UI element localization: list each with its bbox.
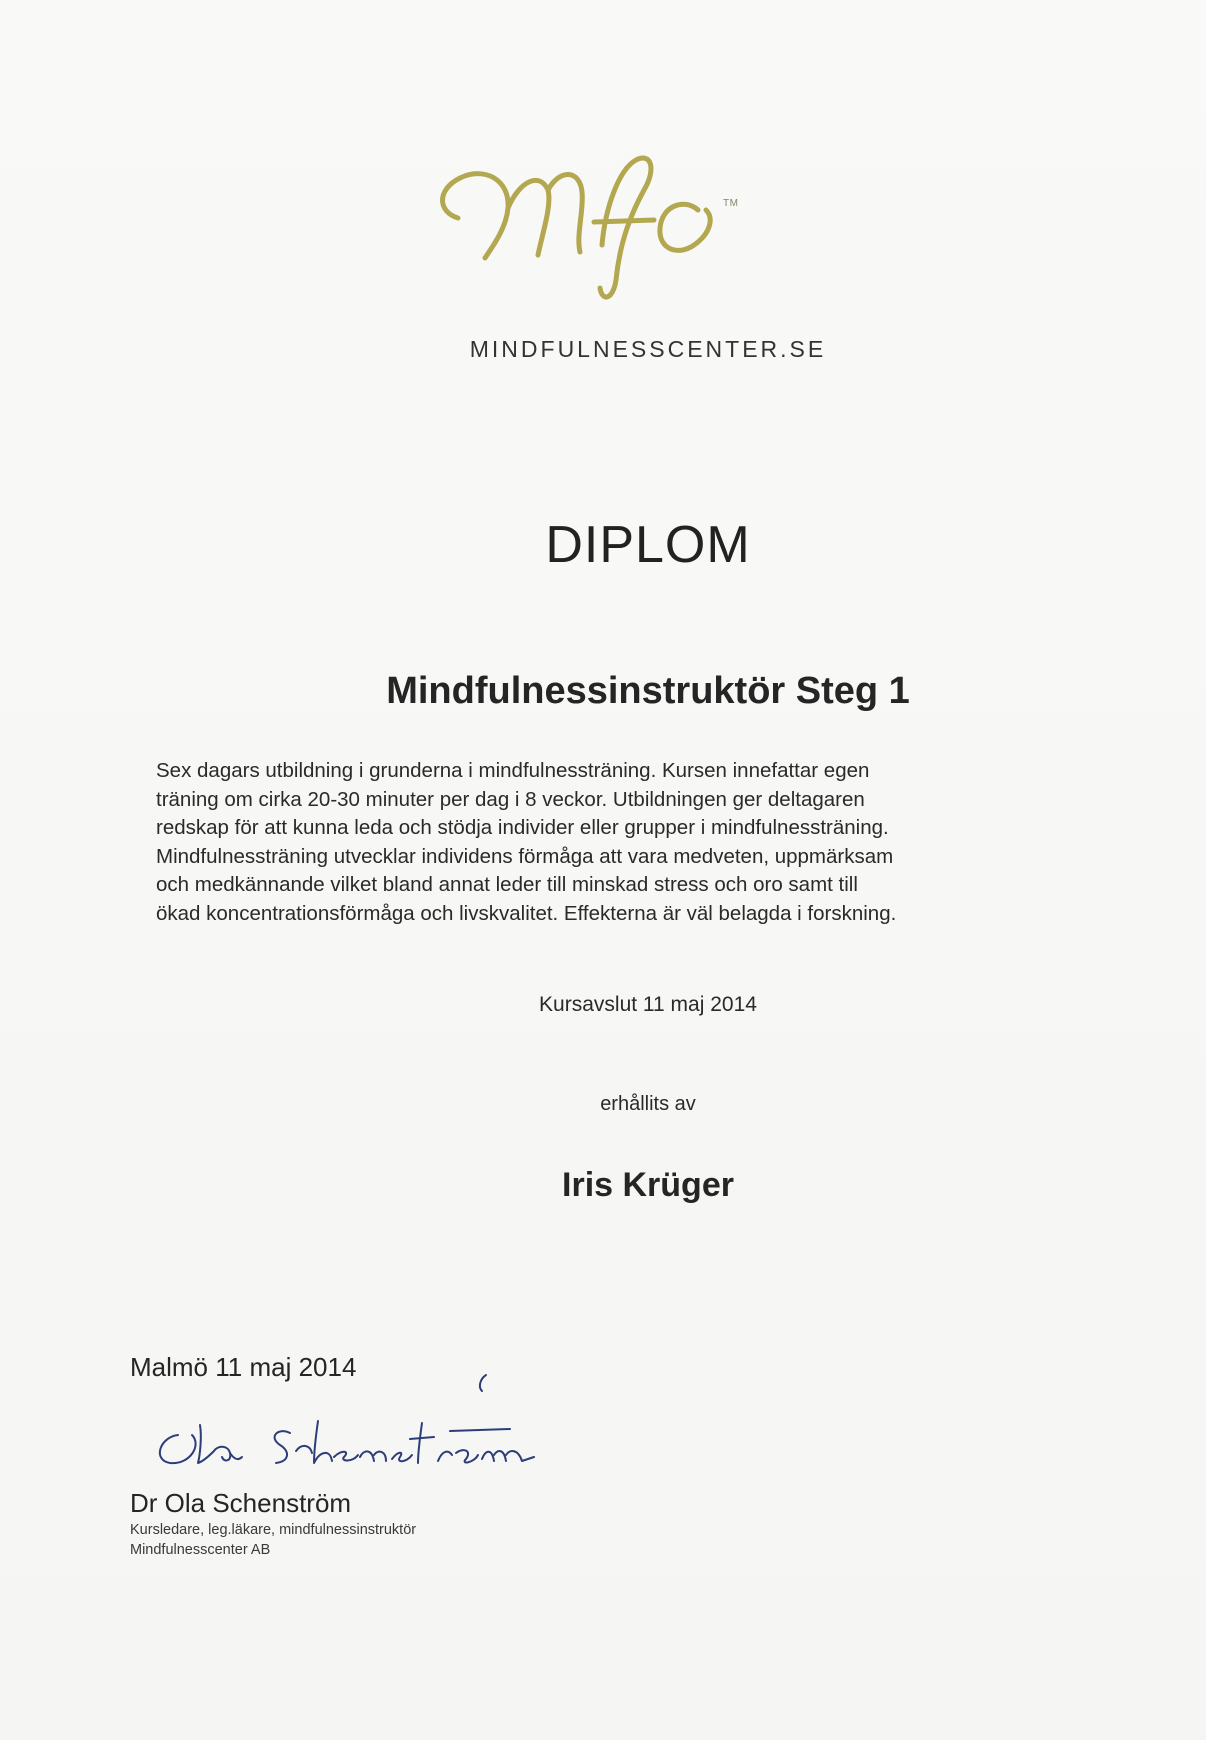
- signer-role: Kursledare, leg.läkare, mindfulnessinstruktör: [130, 1522, 417, 1538]
- description-line: Mindfulnessträning utvecklar individens förmåga att vara medveten, uppmärksam: [156, 844, 894, 868]
- course-end-date: Kursavslut 11 maj 2014: [539, 993, 757, 1016]
- description-line: Sex dagars utbildning i grunderna i mindfulnessträning. Kursen innefattar egen: [156, 759, 870, 782]
- course-title: Mindfulnessinstruktör Steg 1: [386, 670, 910, 712]
- mfc-logo: [430, 150, 760, 310]
- place-and-date: Malmö 11 maj 2014: [130, 1352, 357, 1382]
- description-line: redskap för att kunna leda och stödja individer eller grupper i mindfulnessträning.: [156, 816, 889, 839]
- description-line: träning om cirka 20-30 minuter per dag i 8 veckor. Utbildningen ger deltagaren: [156, 787, 865, 811]
- website-label: MINDFULNESSCENTER.SE: [469, 336, 827, 362]
- trademark-mark: TM: [723, 198, 739, 209]
- signer-name: Dr Ola Schenström: [130, 1488, 352, 1518]
- handwritten-signature: [130, 1365, 600, 1475]
- description-line: och medkännande vilket bland annat leder till minskad stress och oro samt till: [156, 873, 858, 896]
- received-by-label: erhållits av: [600, 1093, 696, 1115]
- signer-organization: Mindfulnesscenter AB: [130, 1542, 271, 1558]
- recipient-name: Iris Krüger: [562, 1166, 734, 1204]
- diploma-title: DIPLOM: [545, 516, 751, 574]
- description-line: ökad koncentrationsförmåga och livskvalitet. Effekterna är väl belagda i forskning.: [156, 901, 897, 925]
- course-description: [156, 757, 1076, 928]
